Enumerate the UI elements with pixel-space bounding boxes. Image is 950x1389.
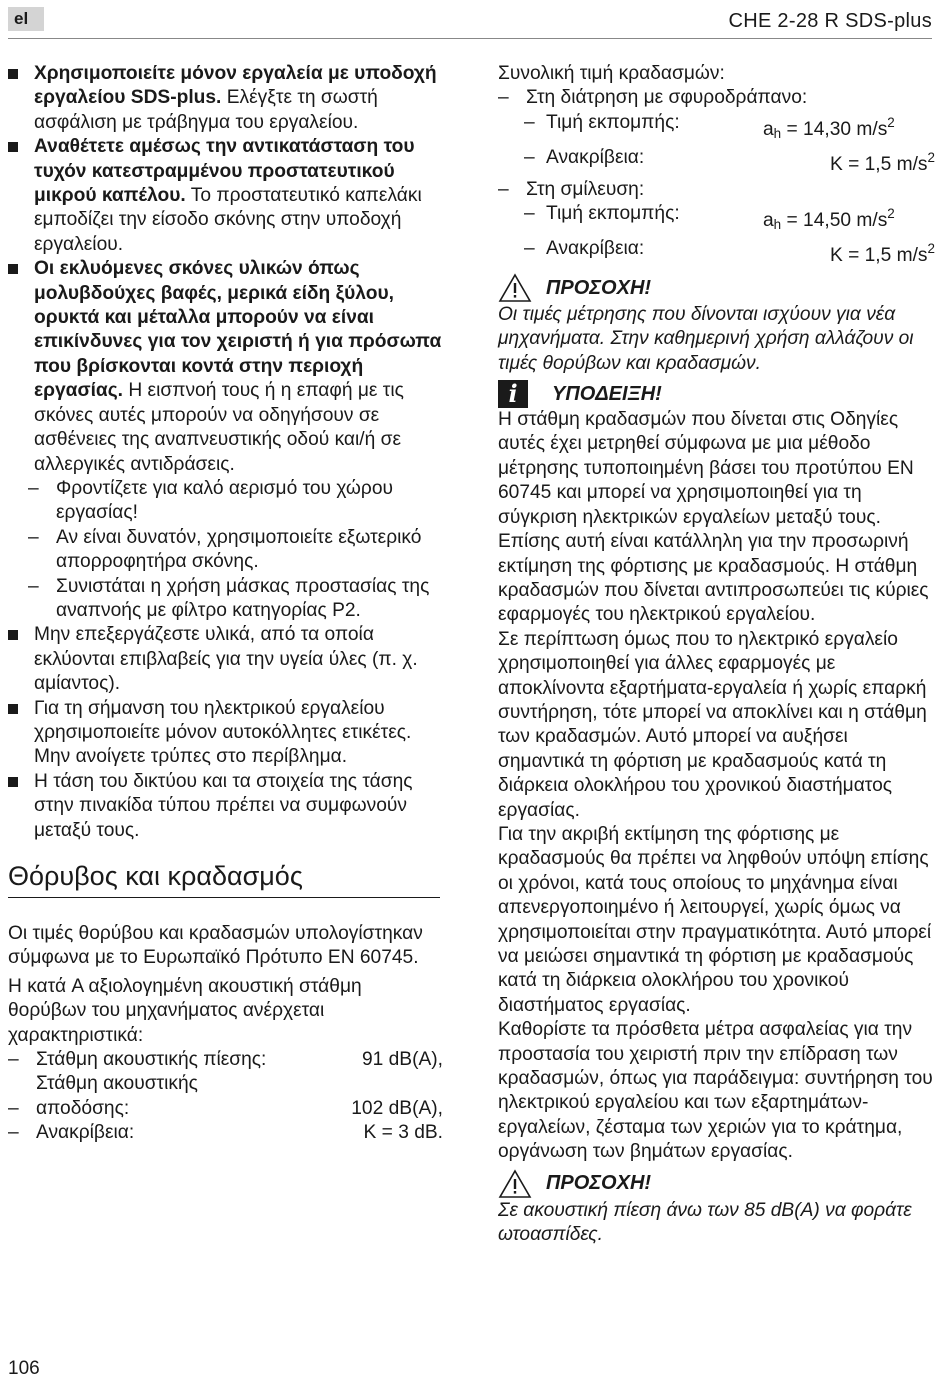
bullet-text: Η τάση του δικτύου και τα στοιχεία της τάσης στην πινακίδα τύπου πρέπει να συμφωνούν μεταξύ τους.: [34, 770, 413, 841]
vibration-spec-row: [498, 111, 935, 146]
bullet-item: [8, 623, 443, 696]
warning-text: Σε ακουστική πίεση άνω των 85 dB(A) να φοράτε ωτοασπίδες.: [498, 1199, 912, 1246]
dash-marker: –: [524, 238, 535, 260]
square-bullet-icon: [8, 704, 18, 714]
bullet-bold-text: Οι εκλυόμενες σκόνες υλικών όπως μολυβδούχες βαφές, μερικά είδη ξύλου, ορυκτά και μέταλλα μπορούν να είναι επικίνδυνες για τον χειριστή ή για πρόσωπα που βρίσκονται κοντά στην περιοχή εργασίας.: [34, 258, 442, 402]
dash-marker: –: [498, 87, 509, 109]
dash-marker: –: [8, 1122, 19, 1144]
dash-marker: –: [8, 1049, 19, 1071]
spec-label: Ανακρίβεια:: [546, 238, 645, 260]
spec-value: $a_h = 14,50$ $m/s^2$: [763, 206, 895, 233]
left-column: [8, 62, 443, 1146]
bullet-bold-text: Αναθέτετε αμέσως την αντικατάσταση του τυχόν κατεστραμμένου προστατευτικού μικρού καπέλου.: [34, 136, 415, 207]
paragraph: Η στάθμη κραδασμών που δίνεται στις Οδηγίες αυτές έχει μετρηθεί σύμφωνα με μια μέθοδο μέτρησης τυποποιημένη βάσει του προτύπου EN 60745 και μπορεί να χρησιμοποιηθεί για τη σύγκριση ηλεκτρικών εργαλείων μεταξύ τους. Επίσης αυτή είναι κατάλληλη για την προσωρινή εκτίμηση της φόρτισης με κραδασμούς. Η στάθμη κραδασμών που δίνεται αντιπροσωπεύει τις κύριες εφαρμογές του ηλεκτρικού εργαλείου.: [498, 409, 929, 626]
dash-marker: –: [524, 147, 535, 169]
language-badge: el: [8, 7, 44, 31]
dash-item: [8, 526, 443, 575]
square-bullet-icon: [8, 630, 18, 640]
bullet-text: Μην επεξεργάζεστε υλικά, από τα οποία εκλύονται επιβλαβείς για την υγεία ύλες (π. χ. αμίαντος).: [34, 624, 418, 695]
dash-marker: –: [28, 575, 39, 597]
bullet-item: [8, 697, 443, 770]
note-title: ΥΠΟΔΕΙΞΗ!: [552, 382, 662, 405]
spec-value: 102 dB(A),: [351, 1097, 443, 1119]
spec-label: Ανακρίβεια:: [546, 147, 645, 169]
spec-label: Στάθμη ακουστικής αποδόσης:: [36, 1073, 198, 1119]
warning-title: ΠΡΟΣΟΧΗ!: [546, 276, 652, 299]
note-heading: [498, 380, 935, 408]
square-bullet-icon: [8, 264, 18, 274]
paragraph: Σε περίπτωση όμως που το ηλεκτρικό εργαλείο χρησιμοποιηθεί για άλλες εφαρμογές με αποκλίνοντα εξαρτήματα-εργαλεία ή χωρίς επαρκή συντήρηση, τότε μπορεί να αποκλίνει και η στάθμη των κραδασμών. Αυτό μπορεί να αυξήσει σημαντικά τη φόρτιση με κραδασμούς κατά τη διάρκεια ολοκλήρου του χρονικού διαστήματος εργασίας.: [498, 628, 927, 821]
spec-label: Τιμή εκπομπής:: [546, 111, 680, 133]
warning-text: Οι τιμές μέτρησης που δίνονται ισχύουν για νέα μηχανήματα. Στην καθημερινή χρήση αλλάζουν οι τιμές θορύβων και κραδασμών.: [498, 303, 914, 374]
dash-item: [498, 86, 935, 110]
bullet-item: [8, 135, 443, 257]
square-bullet-icon: [8, 69, 18, 79]
dash-marker: –: [498, 178, 509, 200]
bullet-item: [8, 770, 443, 843]
dash-text: Φροντίζετε για καλό αερισμό του χώρου εργασίας!: [56, 477, 393, 524]
dash-text: Στη διάτρηση με σφυροδράπανο:: [526, 87, 808, 109]
warning-title: ΠΡΟΣΟΧΗ!: [546, 1172, 652, 1195]
warning-triangle-icon: [498, 1169, 532, 1199]
dash-marker: –: [28, 526, 39, 548]
header-divider: [8, 38, 932, 39]
noise-spec-row: [8, 1121, 443, 1145]
spec-label: Στάθμη ακουστικής πίεσης:: [36, 1049, 267, 1071]
paragraph: Για την ακριβή εκτίμηση της φόρτισης με κραδασμούς θα πρέπει να ληφθούν υπόψη επίσης οι χρόνοι, κατά τους οποίους το μηχάνημα είναι απενεργοποιημένο ή λειτουργεί, χωρίς όμως να χρησιμοποιείται στην πραγματικότητα. Αυτό μπορεί να μειώσει σημαντικά τη φόρτιση με κραδασμούς κατά τη διάρκεια ολοκλήρου του χρονικού διαστήματος εργασίας.: [498, 823, 932, 1016]
model-title: CHE 2-28 R SDS-plus: [728, 10, 932, 32]
dash-text: Αν είναι δυνατόν, χρησιμοποιείτε εξωτερικό απορροφητήρα σκόνης.: [56, 526, 422, 573]
spec-value: 91 dB(A),: [361, 1049, 443, 1071]
vibration-total-title: Συνολική τιμή κραδασμών:: [498, 63, 725, 84]
noise-spec-row: [8, 1048, 443, 1072]
bullet-text: Ελέγξτε τη σωστή ασφάλιση με τράβηγμα του εργαλείου.: [34, 87, 378, 133]
spec-label: Ανακρίβεια:: [36, 1122, 135, 1144]
vibration-spec-row: [498, 202, 935, 237]
dash-text: Στη σμίλευση:: [526, 178, 645, 200]
dash-marker: –: [524, 203, 535, 225]
warning-heading: [498, 1169, 935, 1199]
spec-value: K = 3 dB.: [363, 1122, 443, 1144]
bullet-item: [8, 62, 443, 135]
dash-marker: –: [8, 1097, 19, 1119]
section-heading: Θόρυβος και κραδασμός: [8, 859, 440, 898]
warning-triangle-icon: [498, 273, 532, 303]
dash-item: [498, 178, 935, 202]
dash-item: [8, 477, 443, 526]
dash-text: Συνιστάται η χρήση μάσκας προστασίας της αναπνοής με φίλτρο κατηγορίας P2.: [56, 575, 430, 621]
spec-value: K = 1,5 $m/s^2$: [829, 241, 935, 267]
bullet-bold-text: Χρησιμοποιείτε μόνον εργαλεία με υποδοχή εργαλείου SDS-plus.: [34, 63, 437, 109]
bullet-text: Το προστατευτικό καπελάκι εμποδίζει την είσοδο σκόνης στην υποδοχή εργαλείου.: [34, 185, 422, 255]
info-icon: i: [498, 380, 528, 408]
spec-value: $a_h = 14,30$ $m/s^2$: [763, 114, 895, 141]
square-bullet-icon: [8, 142, 18, 152]
bullet-text: Για τη σήμανση του ηλεκτρικού εργαλείου χρησιμοποιείτε μόνον αυτοκόλλητες ετικέτες. Μην ανοίγετε τρύπες στο περίβλημα.: [34, 697, 412, 768]
square-bullet-icon: [8, 777, 18, 787]
bullet-item: [8, 257, 443, 477]
right-column: [498, 62, 935, 1247]
paragraph: Οι τιμές θορύβου και κραδασμών υπολογίστηκαν σύμφωνα με το Ευρωπαϊκό Πρότυπο EN 60745.: [8, 923, 423, 969]
warning-heading: [498, 273, 935, 303]
paragraph: Η κατά A αξιολογημένη ακουστική στάθμη θορύβων του μηχανήματος ανέρχεται χαρακτηριστικά:: [8, 975, 362, 1046]
dash-marker: –: [524, 111, 535, 133]
vibration-spec-row: [498, 146, 935, 177]
paragraph: Καθορίστε τα πρόσθετα μέτρα ασφαλείας για την προστασία του χειριστή πριν την επίδραση των κραδασμών, όπως για παράδειγμα: συντήρηση του ηλεκτρικού εργαλείου και των εξαρτημάτων-εργαλείων, ζέσταμα των χεριών για το κράτημα, οργάνωση των βημάτων εργασίας.: [498, 1019, 933, 1163]
dash-item: [8, 575, 443, 624]
spec-value: K = 1,5 $m/s^2$: [829, 150, 935, 176]
spec-label: Τιμή εκπομπής:: [546, 203, 680, 225]
bullet-text: Η εισπνοή τους ή η επαφή με τις σκόνες αυτές μπορούν να οδηγήσουν σε ασθένειες της αναπνευστικής οδού και/ή σε αλλεργικές αντιδράσεις.: [34, 380, 404, 475]
noise-spec-row: [8, 1072, 443, 1121]
dash-marker: –: [28, 477, 39, 499]
vibration-spec-row: [498, 237, 935, 268]
page-number: 106: [8, 1358, 40, 1379]
